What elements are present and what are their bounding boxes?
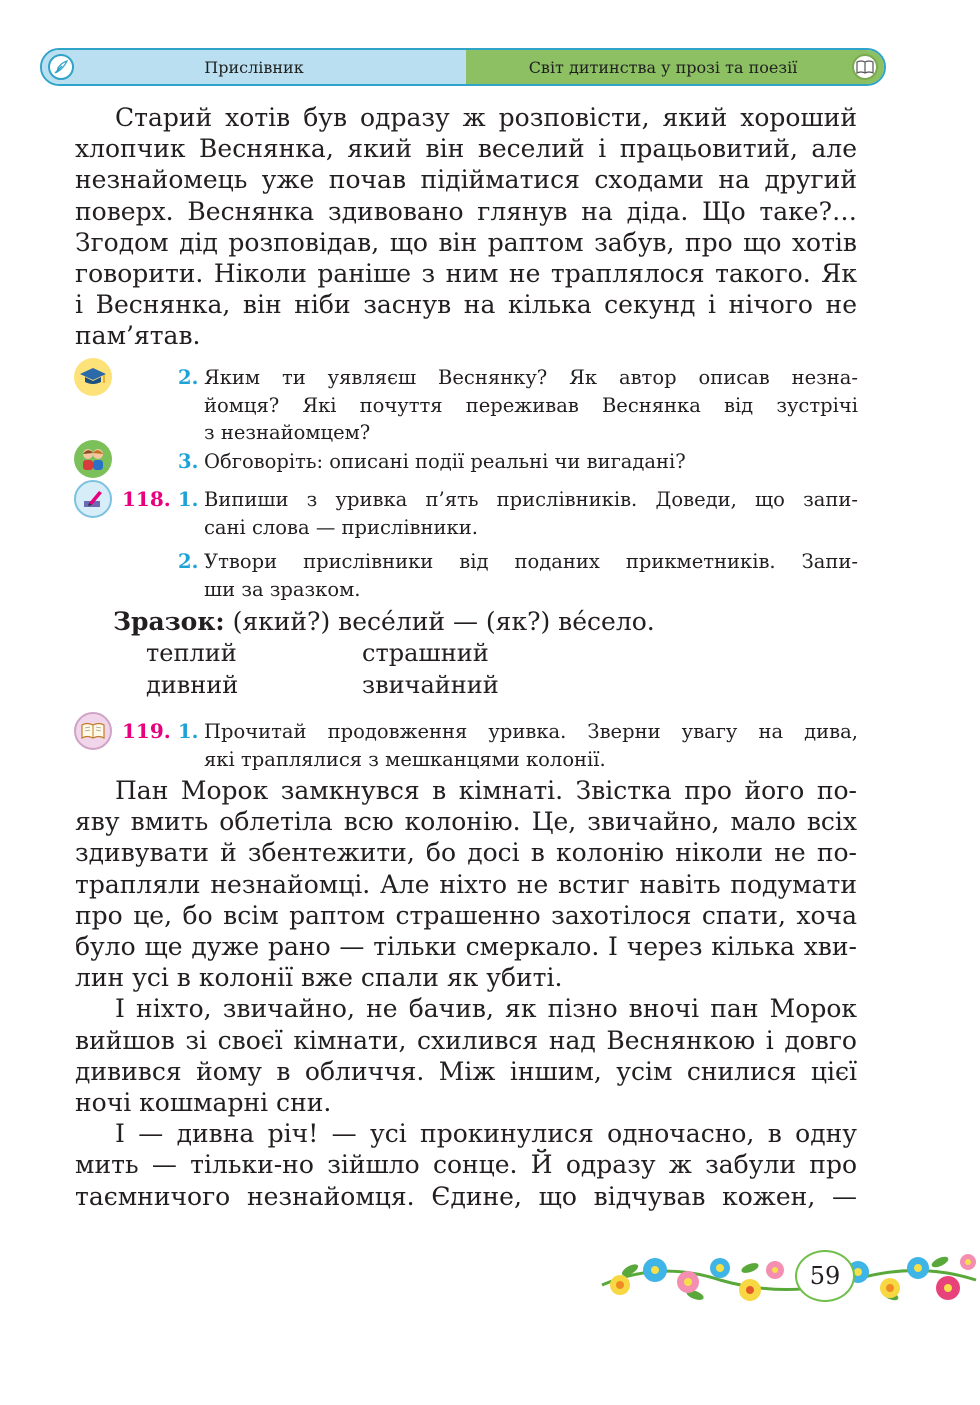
text-line: поверх. Веснянка здивовано глянув на діда. Що таке?… xyxy=(75,196,857,226)
text-line: було ще дуже рано — тільки смеркало. І через кілька хви- xyxy=(75,932,857,962)
text-line: Пан Морок замкнувся в кімнаті. Звістка про його по- xyxy=(115,776,857,805)
task-number: 2. xyxy=(178,550,199,573)
text-line: незнайомець уже почав підійматися сходами на другий xyxy=(75,165,857,195)
question-3 xyxy=(178,448,858,476)
task-line: Прочитай продовження уривка. Зверни увагу на дива, xyxy=(204,720,858,743)
header-section-title xyxy=(42,50,466,84)
task-line: Утвори прислівники від поданих прикметників. Запи- xyxy=(204,550,858,573)
text-line: вийшов зі своєї кімнати, схилився над Веснянкою і довго xyxy=(75,1025,857,1055)
exercise-119-number xyxy=(122,718,171,746)
question-number: 2. xyxy=(178,366,199,389)
word-item: дивний xyxy=(146,671,239,699)
text-line: яву вмить облетіла всю колонію. Це, звичайно, мало всіх xyxy=(75,807,857,837)
question-line: Обговоріть: описані події реальні чи вигадані? xyxy=(204,450,686,473)
text-line: мить — тільки-но зійшло сонце. Й одразу ж забули про xyxy=(75,1150,857,1180)
text-line: Згодом дід розповідав, що він раптом забув, про що хотів xyxy=(75,227,857,257)
book-icon xyxy=(852,54,878,80)
quill-icon xyxy=(48,54,74,80)
question-line: йомця? Які почуття переживав Веснянка від зустрічі xyxy=(204,393,858,417)
page-number: 59 xyxy=(795,1250,855,1302)
pencil-icon xyxy=(74,480,112,518)
question-line: Яким ти уявляєш Веснянку? Як автор описав незна- xyxy=(204,366,858,389)
page-header xyxy=(40,48,886,86)
text-line: пам’ятав. xyxy=(75,321,201,351)
task-number: 1. xyxy=(178,720,199,743)
exercise-118-number xyxy=(122,486,171,514)
text-line: ночі кошмарні сни. xyxy=(75,1088,332,1118)
passage-1 xyxy=(75,102,857,352)
word-item: теплий xyxy=(146,639,237,667)
exercise-number: 119. xyxy=(122,719,171,743)
text-line: І ніхто, звичайно, не бачив, як пізно вночі пан Морок xyxy=(115,994,857,1024)
word-item: звичайний xyxy=(362,671,499,699)
sample-line xyxy=(113,606,655,637)
text-line: лин усі в колонії вже спали як убиті. xyxy=(75,963,563,993)
word-item: страшний xyxy=(362,639,489,667)
open-book-icon xyxy=(74,712,112,750)
exercise-number: 118. xyxy=(122,487,171,511)
text-line: хлопчик Веснянка, який він веселий і працьовитий, але xyxy=(75,134,857,164)
graduation-cap-icon xyxy=(74,358,112,396)
text-line: І — дивна річ! — усі прокинулися одночасно, в одну xyxy=(115,1119,857,1149)
exercise-118-task-2 xyxy=(178,548,858,601)
header-chapter-title xyxy=(466,50,884,84)
task-line: які траплялися з мешканцями колонії. xyxy=(204,747,606,771)
question-2 xyxy=(178,364,858,444)
exercise-118-task-1 xyxy=(178,486,858,539)
text-line: про це, бо всім раптом страшенно захотілося спати, хоча xyxy=(75,900,857,930)
text-line: і Веснянка, він ніби заснув на кілька секунд і нічого не xyxy=(75,290,857,320)
question-number: 3. xyxy=(178,450,199,473)
text-line: говорити. Ніколи раніше з ним не траплялося такого. Як xyxy=(75,259,857,289)
question-line: з незнайомцем? xyxy=(204,421,371,444)
task-number: 1. xyxy=(178,488,199,511)
text-line: Старий хотів був одразу ж розповісти, який хороший xyxy=(115,103,857,132)
text-line: трапляли незнайомці. Але ніхто не встиг навіть подумати xyxy=(75,869,857,899)
task-line: Випиши з уривка п’ять прислівників. Доведи, що запи- xyxy=(204,488,858,511)
passage-2 xyxy=(75,775,857,1212)
text-line: здивувати й збентежити, бо досі в колонію ніколи не по- xyxy=(75,838,857,868)
header-right-title: Світ дитинства у прозі та поезії xyxy=(528,57,798,77)
text-line: таємничого незнайомця. Єдине, що відчував кожен, — xyxy=(75,1181,857,1211)
children-icon xyxy=(74,440,112,478)
text-line: дивився йому в обличчя. Між іншим, усім снилися цієї xyxy=(75,1056,857,1086)
task-line: сані слова — прислівники. xyxy=(204,515,478,539)
task-line: ши за зразком. xyxy=(204,577,361,601)
sample-label: Зразок: xyxy=(113,607,225,636)
flower-decoration xyxy=(600,1240,978,1315)
header-left-title: Прислівник xyxy=(204,57,304,77)
sample-text: (який?) весе́лий — (як?) ве́село. xyxy=(224,607,655,636)
exercise-119-task-1 xyxy=(178,718,858,771)
